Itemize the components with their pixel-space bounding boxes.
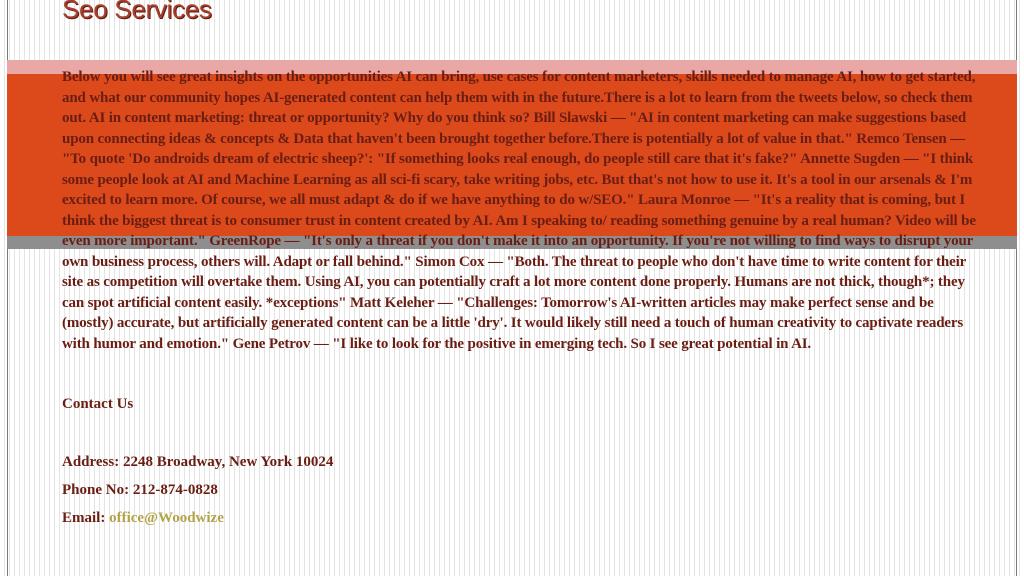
contact-address: Address: 2248 Broadway, New York 10024 <box>62 454 334 470</box>
main-content <box>62 67 980 528</box>
page-title: Seo Services <box>62 0 212 24</box>
contact-phone: Phone No: 212-874-0828 <box>62 482 218 498</box>
email-label: Email: <box>62 510 110 526</box>
contact-heading: Contact Us <box>62 396 134 412</box>
article-body-text: Below you will see great insights on the opportunities AI can bring, use cases for content marketers, skills needed to manage AI, how to get started, and what our community hopes AI-generated content can help them with in the future.There is a lot to learn from the tweets below, so check them out. AI in content marketing: threat or opportunity? Why do you think so? Bill Slawski — "AI in content marketing can make suggestions based upon connecting ideas & concepts & Data that haven't been brought together before.There is potentially a lot of value in that." Remco Tensen — "To quote 'Do androids dream of electric sheep?': "If something looks real enough, do people still care that it's fake?" Annette Sugden — "I think some people look at AI and Machine Learning as all sci-fi scary, take writing jobs, etc. But that's not how to use it. It's a tool in our arsenals & I'm excited to learn more. Of course, we all must adapt & do if we have anything to do w/SEO." Laura Monroe — "It's a reality that is coming, but I think the biggest threat is to consumer trust in content created by AI. Am I speaking to/ reading something genuine by a real human? Video will be even more important." GreenRope — "It's only a threat if you don't make it into an opportunity. If you're not willing to find ways to disrupt your own business process, others will. Adapt or fall behind." Simon Cox — "Both. The threat to people who don't have time to write content for their site as competition will overtake them. Using AI, you can potentially craft a lot more content done properly. Humans are not thick, though*; they can spot artificial content easily. *exceptions" Matt Keleher — "Challenges: Tomorrow's AI-written articles may make perfect sense and be (mostly) accurate, but artificially generated content can be a little 'dry'. It would likely still need a touch of human creativity to captivate readers with humor and emotion." Gene Petrov — "I like to look for the positive in emerging tech. So I see great potential in AI. <box>62 69 976 352</box>
contact-email-line <box>62 508 980 528</box>
email-link[interactable]: office@Woodwize <box>109 510 224 526</box>
